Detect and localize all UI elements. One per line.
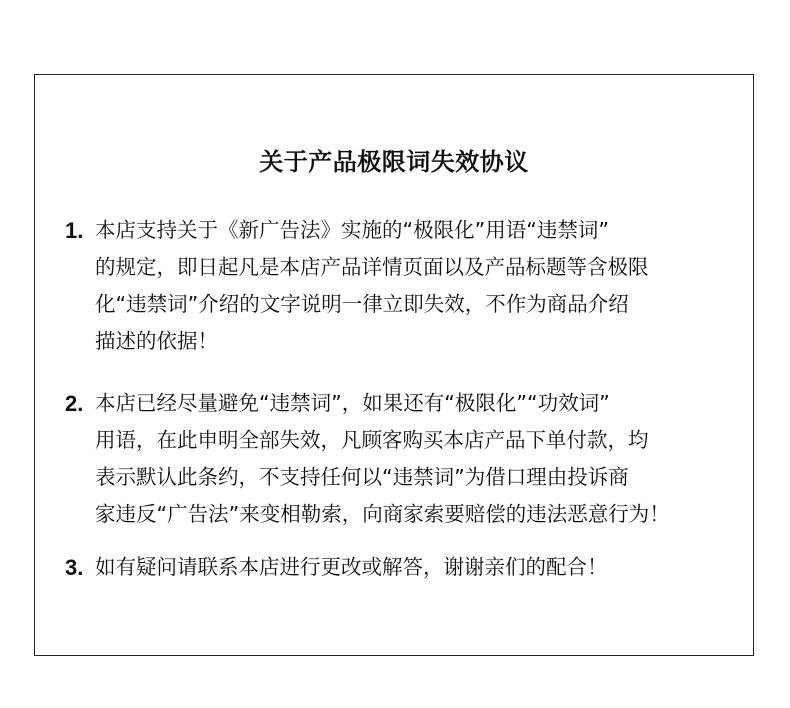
clause-3: [65, 549, 745, 586]
clause-number: 3.: [65, 555, 84, 580]
clause-2: [65, 385, 745, 533]
clause-text: 本店已经尽量避免“违禁词”，如果还有“极限化”“功效词” 用语，在此申明全部失效，凡顾客购买本店产品下单付款，均 表示默认此条约，不支持任何以“违禁词”为借口理由投诉商 家违反“广告法”来变相勒索，向商家索要赔偿的违法恶意行为！: [95, 391, 670, 526]
agreement-box: [34, 74, 754, 656]
document-title: 关于产品极限词失效协议: [259, 148, 529, 176]
clause-1: [65, 212, 745, 360]
clause-number: 1.: [65, 218, 84, 243]
clause-text: 本店支持关于《新广告法》实施的“极限化”用语“违禁词” 的规定，即日起凡是本店产品详情页面以及产品标题等含极限 化“违禁词”介绍的文字说明一律立即失效，不作为商品介绍 描述的依据！: [95, 218, 649, 353]
clause-text: 如有疑问请联系本店进行更改或解答，谢谢亲们的配合！: [95, 555, 608, 579]
clause-number: 2.: [65, 391, 84, 416]
